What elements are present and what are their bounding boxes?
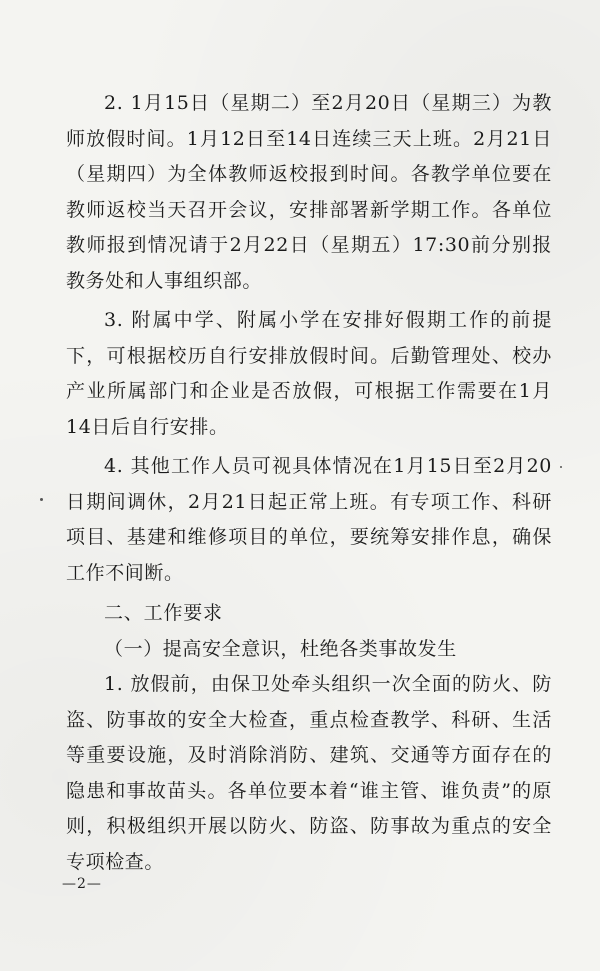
page-number: —2— (62, 876, 102, 892)
paragraph-other-staff: 4. 其他工作人员可视具体情况在1月15日至2月20日期间调休，2月21日起正常上班。有专项工作、科研项目、基建和维修项目的单位，要统筹安排作息，确保工作不间断。 (66, 455, 552, 584)
scan-speck (40, 498, 43, 501)
section-heading: 二、工作要求 (104, 602, 223, 624)
paragraph-vacation-dates: 2. 1月15日（星期二）至2月20日（星期三）为教师放假时间。1月12日至14日连续三天上班。2月21日（星期四）为全体教师返校报到时间。各教学单位要在教师返校当天召开会议，安排部署新学期工作。各单位教师报到情况请于2月22日（星期五）17:30前分别报教务处和人事组织部。 (66, 92, 552, 292)
subsection-heading: （一）提高安全意识，杜绝各类事故发生 (104, 638, 457, 660)
document-body (66, 86, 552, 880)
scan-speck (560, 466, 562, 468)
paragraph-safety-inspection: 1. 放假前，由保卫处牵头组织一次全面的防火、防盗、防事故的安全大检查，重点检查教学、科研、生活等重要设施，及时消除消防、建筑、交通等方面存在的隐患和事故苗头。各单位要本着“谁主管、谁负责”的原则，积极组织开展以防火、防盗、防事故为重点的安全专项检查。 (66, 673, 552, 873)
paragraph-affiliated-schools: 3. 附属中学、附属小学在安排好假期工作的前提下，可根据校历自行安排放假时间。后勤管理处、校办产业所属部门和企业是否放假，可根据工作需要在1月14日后自行安排。 (66, 309, 552, 438)
